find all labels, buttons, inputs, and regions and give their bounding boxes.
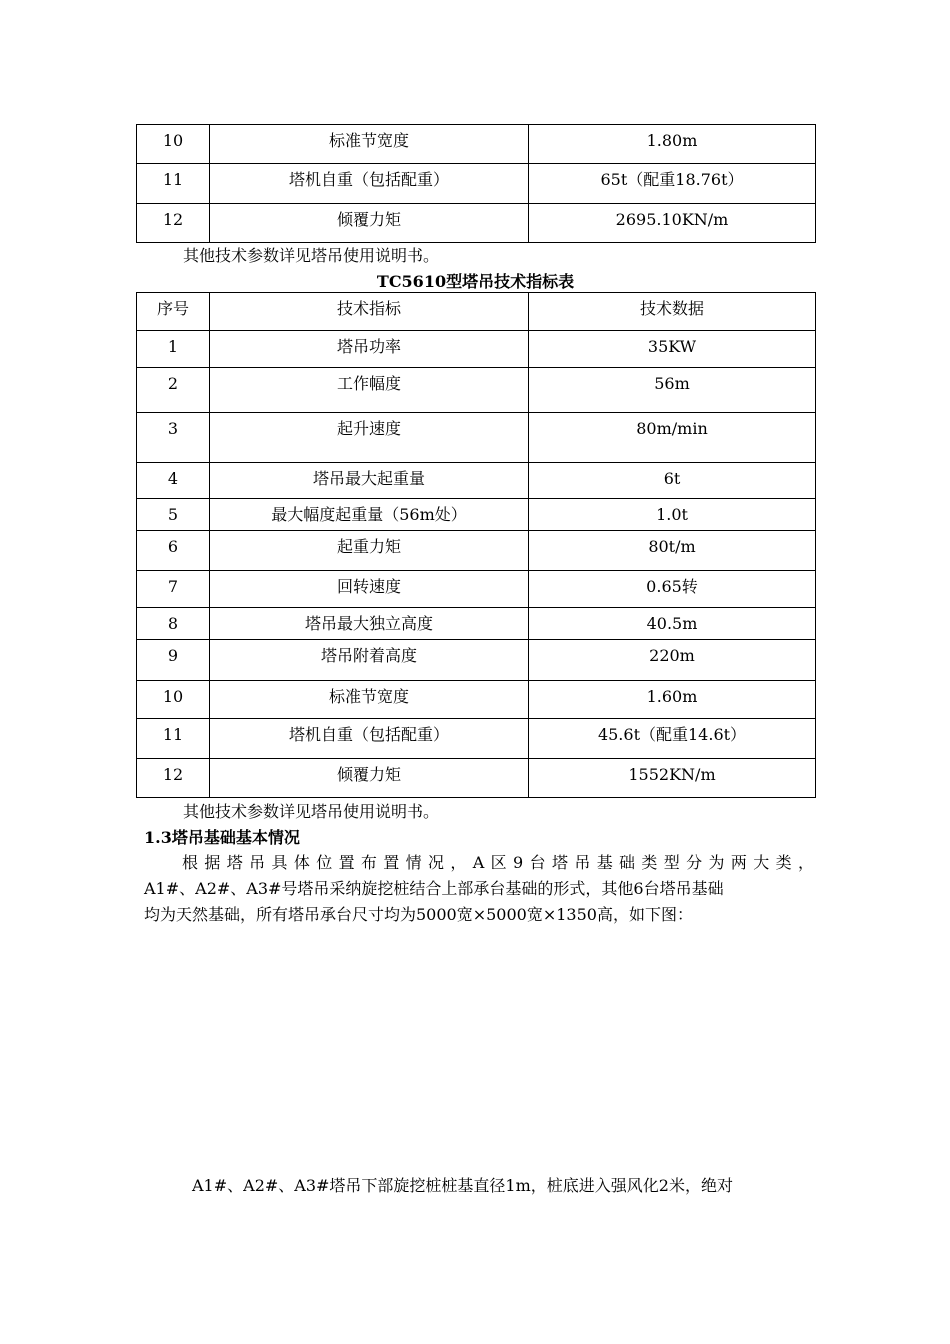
header-seq: 序号	[137, 293, 210, 331]
row-seq: 12	[137, 759, 210, 798]
table-row	[137, 608, 816, 640]
row-seq: 10	[137, 125, 210, 164]
table-row	[137, 681, 816, 719]
row-value: 1552KN/m	[529, 759, 816, 798]
row-seq: 1	[137, 331, 210, 368]
row-value: 0.65转	[529, 571, 816, 608]
section-paragraph	[144, 850, 814, 928]
row-value: 56m	[529, 368, 816, 413]
row-seq: 8	[137, 608, 210, 640]
spec-table-continued	[136, 124, 816, 243]
row-indicator: 塔吊最大独立高度	[210, 608, 529, 640]
table-row	[137, 204, 816, 243]
table-row	[137, 499, 816, 531]
row-indicator: 倾覆力矩	[210, 759, 529, 798]
row-indicator: 起升速度	[210, 413, 529, 463]
header-data: 技术数据	[529, 293, 816, 331]
table-row	[137, 413, 816, 463]
table2-caption: TC5610型塔吊技术指标表	[376, 272, 575, 291]
row-seq: 3	[137, 413, 210, 463]
row-seq: 5	[137, 499, 210, 531]
row-indicator: 工作幅度	[210, 368, 529, 413]
row-value: 1.0t	[529, 499, 816, 531]
header-indicator: 技术指标	[210, 293, 529, 331]
row-value: 6t	[529, 463, 816, 499]
section-heading: 1.3塔吊基础基本情况	[144, 828, 300, 847]
row-indicator: 塔吊功率	[210, 331, 529, 368]
table-row	[137, 463, 816, 499]
row-seq: 6	[137, 531, 210, 571]
table-row	[137, 571, 816, 608]
row-indicator: 塔吊附着高度	[210, 640, 529, 681]
table1-footnote: 其他技术参数详见塔吊使用说明书。	[183, 246, 440, 265]
row-seq: 2	[137, 368, 210, 413]
row-indicator: 塔吊最大起重量	[210, 463, 529, 499]
paragraph-line: 根据塔吊具体位置布置情况，A区9台塔吊基础类型分为两大类，	[182, 853, 814, 872]
table2-footnote: 其他技术参数详见塔吊使用说明书。	[183, 802, 440, 821]
row-value: 35KW	[529, 331, 816, 368]
row-value: 80t/m	[529, 531, 816, 571]
table-row	[137, 368, 816, 413]
row-value: 220m	[529, 640, 816, 681]
row-indicator: 标准节宽度	[210, 125, 529, 164]
table-row	[137, 759, 816, 798]
table-row	[137, 164, 816, 204]
row-seq: 7	[137, 571, 210, 608]
table-row	[137, 719, 816, 759]
row-seq: 4	[137, 463, 210, 499]
row-indicator: 塔机自重（包括配重）	[210, 719, 529, 759]
row-value: 65t（配重18.76t）	[529, 164, 816, 204]
row-value: 45.6t（配重14.6t）	[529, 719, 816, 759]
row-indicator: 标准节宽度	[210, 681, 529, 719]
row-indicator: 最大幅度起重量（56m处）	[210, 499, 529, 531]
paragraph-line: A1#、A2#、A3#号塔吊采纳旋挖桩结合上部承台基础的形式，其他6台塔吊基础	[144, 879, 724, 898]
row-indicator: 回转速度	[210, 571, 529, 608]
row-seq: 10	[137, 681, 210, 719]
row-value: 1.60m	[529, 681, 816, 719]
row-indicator: 倾覆力矩	[210, 204, 529, 243]
row-seq: 11	[137, 164, 210, 204]
table-row	[137, 531, 816, 571]
row-seq: 9	[137, 640, 210, 681]
tc5610-spec-table	[136, 292, 816, 798]
paragraph-line: 均为天然基础，所有塔吊承台尺寸均为5000宽×5000宽×1350高，如下图：	[144, 905, 693, 924]
table-row	[137, 125, 816, 164]
row-value: 80m/min	[529, 413, 816, 463]
table-row	[137, 331, 816, 368]
table-row	[137, 640, 816, 681]
row-value: 40.5m	[529, 608, 816, 640]
row-seq: 11	[137, 719, 210, 759]
row-seq: 12	[137, 204, 210, 243]
row-indicator: 塔机自重（包括配重）	[210, 164, 529, 204]
table-header-row	[137, 293, 816, 331]
row-value: 2695.10KN/m	[529, 204, 816, 243]
row-value: 1.80m	[529, 125, 816, 164]
row-indicator: 起重力矩	[210, 531, 529, 571]
bottom-paragraph: A1#、A2#、A3#塔吊下部旋挖桩桩基直径1m，桩底进入强风化2米，绝对	[192, 1176, 733, 1195]
